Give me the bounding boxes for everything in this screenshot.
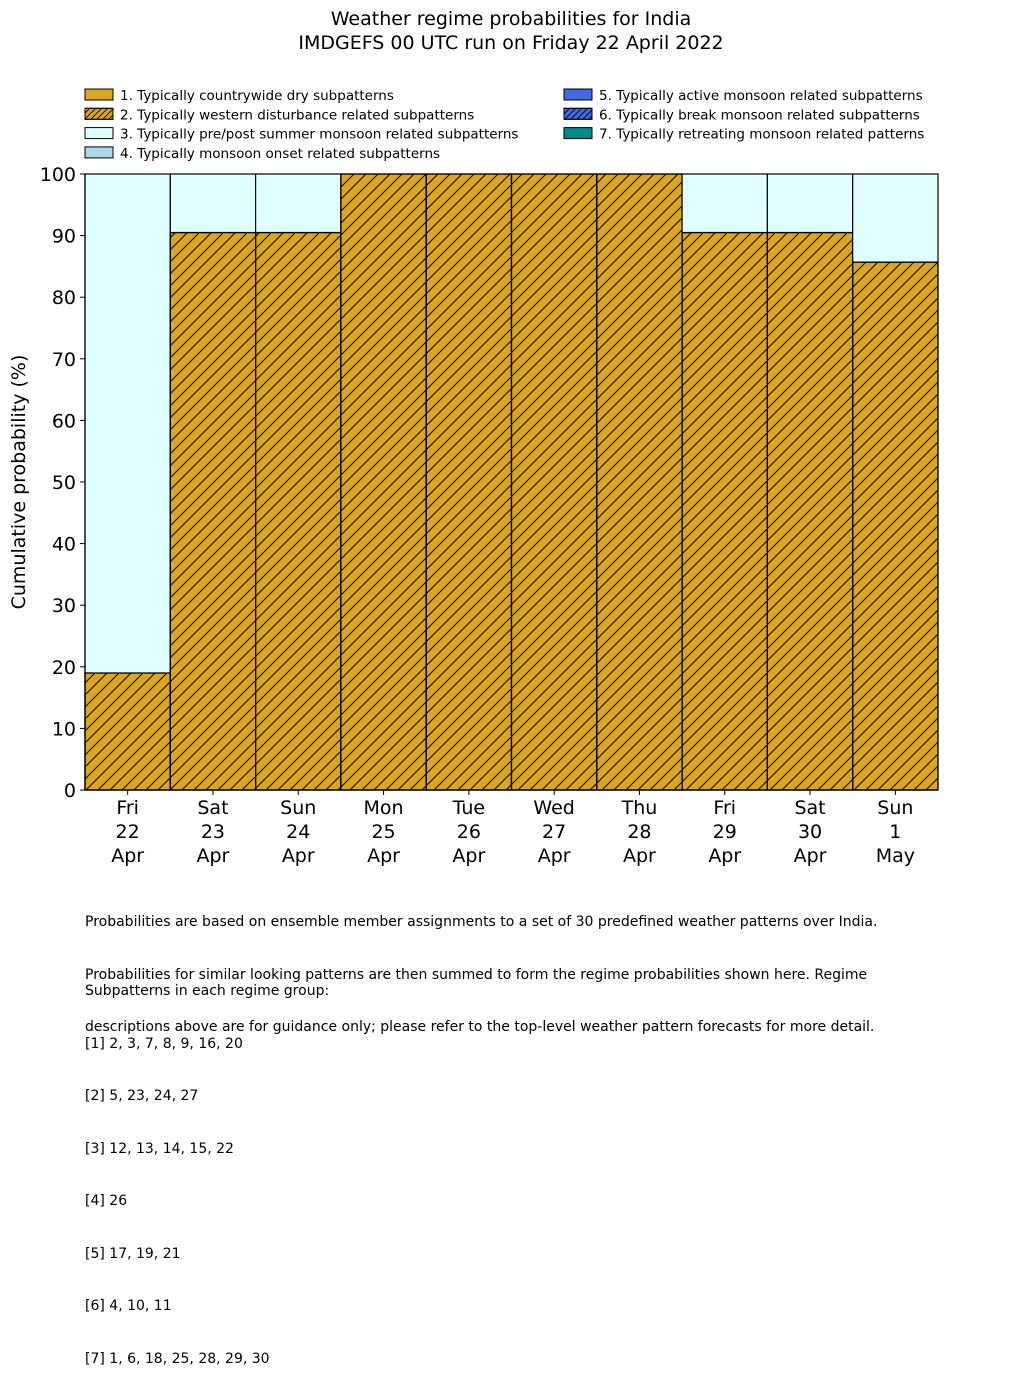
legend-label: 1. Typically countrywide dry subpatterns <box>120 88 394 104</box>
x-tick-label <box>876 797 915 867</box>
legend-swatch <box>85 147 113 158</box>
bar-hatch <box>512 174 597 790</box>
chart-title: Weather regime probabilities for India <box>330 8 692 30</box>
group-line: [3] 12, 13, 14, 15, 22 <box>85 1140 234 1157</box>
x-tick-label-line: Fri <box>713 797 737 819</box>
y-tick-label: 40 <box>51 533 76 556</box>
legend <box>85 88 924 162</box>
x-tick-label-line: 26 <box>456 821 481 843</box>
y-tick-label: 10 <box>51 718 76 741</box>
bar-hatch <box>426 174 511 790</box>
chart-subtitle: IMDGEFS 00 UTC run on Friday 22 April 2022 <box>298 32 724 54</box>
legend-label: 4. Typically monsoon onset related subpatterns <box>120 145 441 162</box>
legend-label: 3. Typically pre/post summer monsoon related subpatterns <box>120 126 519 143</box>
legend-label: 7. Typically retreating monsoon related patterns <box>599 126 925 143</box>
legend-swatch <box>564 89 592 100</box>
y-tick-label: 0 <box>63 780 76 802</box>
y-axis-label: Cumulative probability (%) <box>8 354 30 610</box>
legend-swatch <box>85 128 113 139</box>
group-line: [1] 2, 3, 7, 8, 9, 16, 20 <box>85 1035 243 1052</box>
y-tick-label: 60 <box>51 410 76 433</box>
x-tick-label-line: Apr <box>537 845 571 867</box>
x-tick-label <box>197 797 230 867</box>
x-tick-label-line: Apr <box>196 845 230 867</box>
y-tick-label: 100 <box>39 164 76 186</box>
x-tick-label <box>708 797 741 867</box>
x-tick-label-line: Tue <box>452 797 486 819</box>
x-tick-label-line: 22 <box>115 821 140 843</box>
x-tick-label-line: May <box>875 845 915 867</box>
y-tick-label: 80 <box>51 287 76 310</box>
x-tick-label-line: Apr <box>623 845 656 867</box>
x-tick-label-line: 29 <box>712 821 737 843</box>
x-tick-label <box>621 797 658 867</box>
bar-hatch <box>682 233 767 790</box>
x-tick-label-line: 27 <box>542 821 567 843</box>
x-tick-label-line: Sat <box>794 797 826 819</box>
bar-segment <box>853 174 938 262</box>
x-tick-label-line: Thu <box>621 797 658 819</box>
note-line: Probabilities are based on ensemble member assignments to a set of 30 predefined weather patterns over India. <box>85 914 878 930</box>
x-tick-label-line: Sun <box>280 797 317 819</box>
bar-hatch <box>341 174 426 790</box>
x-tick-label-line: 25 <box>371 821 396 843</box>
x-tick-label <box>794 797 827 867</box>
bar-hatch <box>767 233 852 790</box>
bar-segment <box>682 174 767 233</box>
y-tick-label: 20 <box>51 656 76 679</box>
bar-hatch <box>853 262 938 790</box>
x-tick-label-line: 28 <box>627 821 652 843</box>
x-tick-label-line: Apr <box>793 845 827 867</box>
y-tick-label: 50 <box>51 472 76 494</box>
bar-hatch <box>256 233 341 790</box>
group-line: [5] 17, 19, 21 <box>85 1245 181 1262</box>
legend-label: 5. Typically active monsoon related subpatterns <box>599 88 923 104</box>
x-tick-label <box>452 797 486 867</box>
legend-swatch-hatch <box>85 108 113 119</box>
legend-swatch <box>564 128 592 139</box>
x-tick-label <box>280 797 316 867</box>
group-line: [4] 26 <box>85 1193 128 1209</box>
x-tick-label <box>533 797 574 867</box>
x-tick-label-line: Mon <box>363 797 404 819</box>
bar-segment <box>256 174 341 233</box>
x-tick-label-line: 23 <box>200 821 226 843</box>
x-tick-label-line: 30 <box>797 821 823 843</box>
x-tick-label <box>111 797 144 867</box>
legend-label: 2. Typically western disturbance related subpatterns <box>120 107 475 124</box>
bar-segment <box>767 174 852 233</box>
bar-hatch <box>170 233 255 790</box>
x-tick-label-line: Apr <box>367 845 400 867</box>
x-tick-label <box>364 797 404 867</box>
x-tick-label-line: Apr <box>708 845 742 867</box>
legend-swatch-hatch <box>564 108 592 119</box>
group-line: [2] 5, 23, 24, 27 <box>85 1088 199 1104</box>
subpattern-groups <box>85 948 329 1386</box>
bars <box>85 174 938 790</box>
group-line: [6] 4, 10, 11 <box>85 1298 172 1314</box>
x-tick-label-line: 24 <box>286 821 311 843</box>
legend-swatch <box>85 89 113 100</box>
y-tick-label: 90 <box>51 225 76 248</box>
note-line: descriptions above are for guidance only; please refer to the top-level weather pattern forecasts for more detail. <box>85 1019 875 1035</box>
y-tick-label: 70 <box>51 348 76 371</box>
bar-segment <box>85 174 170 673</box>
x-tick-label-line: Sat <box>197 797 229 819</box>
x-tick-label-line: 1 <box>889 821 902 843</box>
x-tick-label-line: Apr <box>281 845 315 867</box>
bar-hatch <box>85 673 170 790</box>
x-tick-label-line: Fri <box>116 797 139 819</box>
legend-label: 6. Typically break monsoon related subpatterns <box>599 107 920 124</box>
x-tick-label-line: Sun <box>877 797 914 819</box>
note-line: Probabilities for similar looking patterns are then summed to form the regime probabilities shown here. Regime <box>85 966 868 983</box>
groups-heading: Subpatterns in each regime group: <box>85 983 330 999</box>
bar-hatch <box>597 174 682 790</box>
x-tick-label-line: Apr <box>452 845 486 867</box>
group-line: [7] 1, 6, 18, 25, 28, 29, 30 <box>85 1350 270 1367</box>
bar-segment <box>170 174 255 233</box>
y-tick-label: 30 <box>51 595 76 618</box>
x-tick-label-line: Wed <box>533 797 575 819</box>
x-tick-label-line: Apr <box>111 845 145 867</box>
